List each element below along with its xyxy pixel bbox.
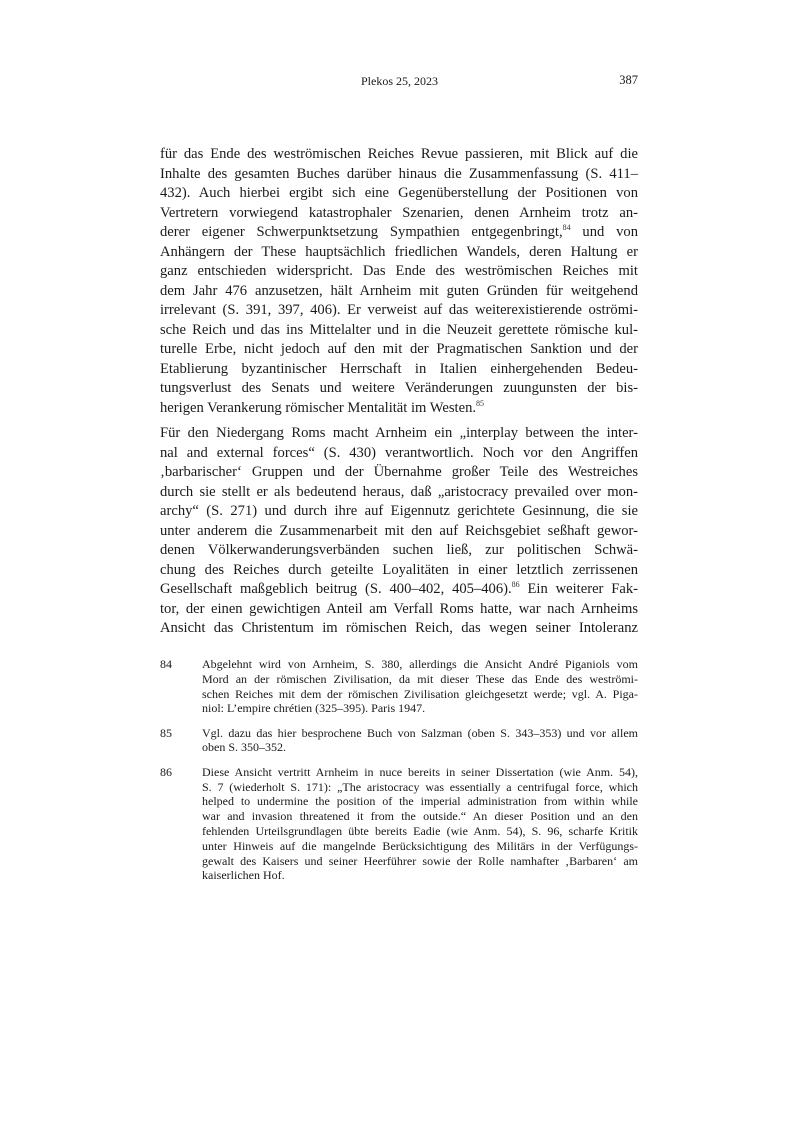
text-segment: Inhalte des gesamten Buches darüber hinaus die Zusammenfassung (S. 411–: [160, 165, 638, 182]
text-segment: durch sie stellt er als bedeutend heraus, daß „aristocracy prevailed over mon-: [160, 483, 638, 500]
footnote-text: [202, 726, 638, 756]
text-segment: S. 7 (wiederholt S. 171): „The aristocracy was essentially a centrifugal force, which: [202, 779, 638, 794]
text-segment: war and invasion threatened it from the outside.“ An dieser Position und an den: [202, 809, 638, 824]
text-segment: nal and external forces“ (S. 430) verantwortlich. Noch vor den Angriffen: [160, 444, 638, 461]
text-segment: herigen Verankerung römischer Mentalität im Westen.: [160, 399, 477, 416]
text-line: [202, 672, 638, 687]
text-line: [160, 223, 638, 243]
text-segment: irrelevant (S. 391, 397, 406). Er verweist auf das weiterexistierende oströmi-: [160, 302, 638, 318]
footnote-reference[interactable]: 84: [562, 223, 571, 232]
page-number: 387: [619, 73, 638, 87]
text-line: [202, 854, 638, 869]
text-line: [202, 657, 638, 672]
text-line: [160, 463, 638, 483]
text-segment: tor, der einen gewichtigen Anteil am Verfall Roms hatte, war nach Arnheims: [160, 600, 638, 617]
text-segment: Anhängern der These hauptsächlich friedlichen Wandels, deren Haltung er: [160, 243, 638, 260]
text-segment: oben S. 350–352.: [202, 740, 286, 755]
text-line: [160, 502, 638, 522]
footnote: [160, 765, 638, 883]
text-line: [160, 301, 638, 321]
text-segment: helped to undermine the position of the imperial administration from within while: [202, 794, 638, 809]
text-segment: und von: [570, 224, 639, 240]
text-line: [202, 824, 638, 839]
text-segment: turelle Erbe, nicht jedoch auf den mit der Pragmatischen Sanktion und der: [160, 341, 638, 357]
text-line: [202, 740, 638, 755]
text-segment: sche Reich und das ins Mittelalter und in die Neuzeit gerettete römische kul-: [160, 321, 638, 338]
text-line: [160, 600, 638, 620]
text-segment: Vgl. dazu das hier besprochene Buch von Salzman (oben S. 343–353) und vor allem: [202, 725, 638, 740]
text-segment: archy“ (S. 271) und durch ihre auf Eigennutz gerichtete Gesinnung, die sie: [160, 503, 638, 519]
text-segment: derer eigener Schwerpunktsetzung Sympathien entgegenbringt,: [160, 224, 563, 240]
text-segment: dem Jahr 476 anzusetzen, hält Arnheim mit guten Gründen für weitgehend: [160, 282, 638, 299]
text-segment: denen Völkerwanderungsverbänden suchen ließ, zur politischen Schwä-: [160, 542, 638, 558]
text-line: [160, 204, 638, 224]
text-line: [160, 444, 638, 464]
text-segment: Vertretern vorwiegend katastrophaler Szenarien, denen Arnheim trotz an-: [160, 204, 638, 221]
text-line: [202, 780, 638, 795]
text-segment: Mord an der römischen Zivilisation, da mit dieser These das Ende des weströmi-: [202, 671, 638, 686]
text-line: [202, 687, 638, 702]
text-segment: gewalt des Kaisers und seiner Heerführer sowie der Rolle namhafter ‚Barbaren‘ am: [202, 853, 638, 868]
text-line: [160, 541, 638, 561]
text-segment: Ein weiterer Fak-: [519, 581, 638, 597]
text-line: [160, 145, 638, 165]
text-line: [160, 483, 638, 503]
text-segment: ganz entschieden widerspricht. Das Ende des weströmischen Reiches mit: [160, 263, 638, 279]
footnote-reference[interactable]: 85: [476, 398, 485, 408]
text-line: [160, 424, 638, 444]
paragraph: [160, 145, 638, 418]
text-segment: schen Reiches mit dem der römischen Zivilisation gleichgesetzt werde; vgl. A. Piga-: [202, 686, 638, 701]
text-line: [202, 701, 638, 716]
text-line: [160, 321, 638, 341]
text-line: [202, 794, 638, 809]
text-line: [160, 262, 638, 282]
text-line: [160, 561, 638, 581]
footnotes: [160, 657, 638, 893]
text-line: [160, 165, 638, 185]
text-segment: 432). Auch hierbei ergibt sich eine Gegenüberstellung der Positionen von: [160, 185, 638, 201]
footnote-number: 85: [160, 725, 172, 740]
text-segment: niol: L’empire chrétien (325–395). Paris 1947.: [202, 701, 426, 716]
text-segment: Diese Ansicht vertritt Arnheim in nuce bereits in seiner Dissertation (wie Anm. 54),: [202, 764, 638, 779]
footnote: [160, 657, 638, 716]
footnote: [160, 726, 638, 756]
text-line: [202, 868, 638, 883]
text-segment: für das Ende des weströmischen Reiches Revue passieren, mit Blick auf die: [160, 146, 638, 162]
text-line: [160, 619, 638, 639]
footnote-text: [202, 765, 638, 883]
text-line: [160, 379, 638, 399]
text-line: [202, 726, 638, 741]
text-segment: Abgelehnt wird von Arnheim, S. 380, allerdings die Ansicht André Piganiols vom: [202, 657, 638, 671]
text-line: [160, 243, 638, 263]
text-segment: kaiserlichen Hof.: [202, 868, 285, 883]
text-line: [160, 399, 638, 419]
text-line: [160, 340, 638, 360]
text-segment: Gesellschaft maßgeblich beitrug (S. 400–402, 405–406).: [160, 581, 512, 597]
footnote-number: 84: [160, 657, 172, 671]
footnote-reference[interactable]: 86: [511, 580, 520, 589]
text-segment: ‚barbarischer‘ Gruppen und der Übernahme großer Teile des Westreiches: [160, 464, 638, 480]
text-segment: tungsverlust des Senats und weitere Veränderungen zuungunsten der bis-: [160, 380, 638, 396]
text-segment: Ansicht das Christentum im römischen Reich, das wegen seiner Intoleranz: [160, 620, 638, 636]
text-line: [202, 809, 638, 824]
text-segment: Für den Niedergang Roms macht Arnheim ein „interplay between the inter-: [160, 425, 638, 441]
text-line: [202, 765, 638, 780]
text-line: [160, 522, 638, 542]
body-text: [160, 145, 638, 645]
text-segment: fehlenden Urteilsgrundlagen übte bereits Eadie (wie Anm. 54), S. 96, scharfe Kritik: [202, 823, 638, 838]
running-head: Plekos 25, 2023: [360, 74, 438, 88]
footnote-text: [202, 657, 638, 716]
text-line: [160, 282, 638, 302]
text-line: [160, 580, 638, 600]
text-segment: Etablierung byzantinischer Herrschaft in Italien einhergehenden Bedeu-: [160, 360, 638, 377]
text-segment: chung des Reiches durch geteilte Loyalitäten in einer letztlich zerrissenen: [160, 561, 638, 578]
text-line: [160, 184, 638, 204]
text-line: [160, 360, 638, 380]
paragraph: [160, 424, 638, 639]
footnote-number: 86: [160, 764, 172, 779]
text-line: [202, 839, 638, 854]
text-segment: unter Hinweis auf die mangelnde Berücksichtigung des Militärs in der Verfügungs-: [202, 838, 638, 853]
text-segment: unter anderem die Zusammenarbeit mit den auf Reichsgebiet seßhaft gewor-: [160, 522, 638, 539]
